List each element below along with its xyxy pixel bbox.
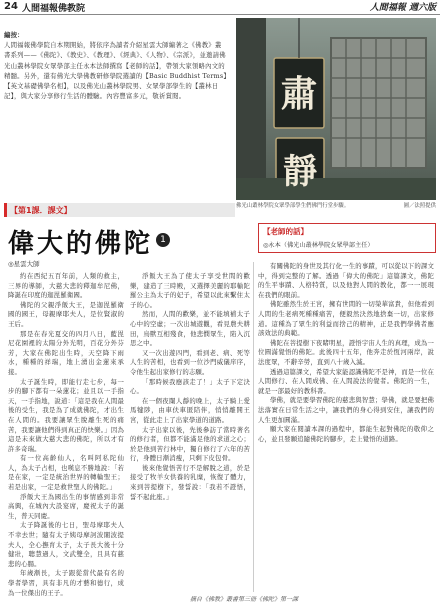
paragraph: 太子降誕後的七日，聖母摩耶夫人不幸去世；隨有太子姨母摩訶波闍波提夫人，全心撫育太子，太子長大後十分健壯，聰慧過人，文武雙全，且具有慈悲的心腸。	[8, 521, 124, 568]
editor-note-label: 編按：	[4, 31, 24, 39]
lesson-number-badge: 1	[156, 233, 170, 247]
lesson-tag: 【第1課．課文】	[10, 206, 72, 215]
paragraph: 然而，人間的歡樂，並不能填補太子心中的空虛；一次出城遊觀，看見農夫耕田，鳥獸互相殘食，他悲憫眾生，陷入沉思之中。	[130, 310, 250, 348]
paragraph: 淨飯大王為國出生的事情感到非常高興，在城內大設宴席，慶祝太子的誕生，普天同慶。	[8, 492, 124, 520]
editor-note-text: 人間福報佛學院自本期開始，將依序為讀者介紹星雲大師編著之《佛教》叢書系列——《佛陀》、《教史》、《教理》、《經典》、《人物》、《宗派》，並邀請佛光山叢林學院女眾學部主任永本法師撰寫【老師的話】，帶領大家領略內文的精髓。另外，還有佛光大學佛教研修學院選讀的【Basic Buddhist Terms】【英文基礎佛學名相】，以及佛光山叢林學院男、女眾學部學生的【叢林日記】，與大家分享修行生活的體驗。內容豐富多元，敬祈賞閱。	[4, 41, 227, 101]
photo-caption	[236, 201, 436, 209]
lesson-author: ◎星雲大師	[8, 260, 40, 268]
section-name: 人間福報佛教院	[22, 4, 86, 14]
paragraph: 願大家在閱讀本課的過程中，都能生起對佛陀的敬仰之心，並且發願追隨佛陀的腳步，走上覺悟的道路。	[258, 425, 434, 443]
teacher-note-author: ◎永本（佛光山叢林學院女眾學部主任）	[263, 242, 374, 249]
photo-caption-text: 佛光山叢林學院女眾學部學生們佛門行堂步驟。	[236, 203, 350, 209]
paragraph: 那是在春光夏交的四月八日，藍毘尼花園裡的太陽分外光明，百花分外芬芳，大家在佛陀出生時，天空降下雨水，種種的祥瑞，地上湧出金蓮來承接。	[8, 329, 124, 376]
paragraph: 在一個夜闌人靜的晚上，太子騎上愛馬犍陟，由車伕車匿陪伴，悄悄離開王宮，從此走上了出家學道的道路。	[130, 396, 250, 424]
photo-credit: 圖／法照提供	[403, 203, 436, 209]
paragraph: 太子出家以後，先後參訪了當時著名的修行者，但都不能滿足他的求道之心；於是他到苦行林中，獨自修行了六年的苦行，身體日漸消瘦，只剩下皮包骨。	[130, 425, 250, 463]
sign-character-bottom: 靜	[283, 152, 317, 192]
teacher-note-tag: 【老師的話】	[263, 227, 308, 236]
body-column-1	[8, 272, 124, 597]
paragraph: 年歲漸長，太子跟從當代最有名的學者學習，具有非凡的才藝和德行，成為一位傑出的王子。	[8, 569, 124, 597]
paragraph: 約在西紀五百年前，人類的救主，三界的導師，大慈大悲的釋迦牟尼佛，降誕在印度的迦毘羅衛國。	[8, 272, 124, 300]
teacher-note-body	[258, 262, 434, 592]
paragraph: 佛陀的父親淨飯大王，是迦毘羅衛國的國王，母親摩耶夫人，是位賢淑的王后。	[8, 300, 124, 328]
masthead-logo: 人間福報 週六版	[369, 3, 436, 13]
paragraph: 又一次出遊四門，看到老、病、死等人生的苦相，也看到一位沙門威儀庠序，令他生起出家修行的志願。	[130, 348, 250, 376]
page-number: 24	[4, 1, 18, 12]
paragraph: 佛陀在菩提樹下夜睹明星，證悟宇宙人生的真理，成為一位圓滿覺悟的佛陀。此後四十五年，他奔走於恆河兩岸，說法度眾，不辭辛勞，直到八十歲入滅。	[258, 338, 434, 366]
paragraph: 「那時候我應該走了！」太子下定決心。	[130, 377, 250, 396]
editor-note	[4, 30, 228, 101]
body-column-2	[130, 272, 250, 587]
paragraph: 佛陀雖然生於王宮，擁有世間的一切榮華富貴，但他看到人間的生老病死種種痛苦，便毅然決然地捨棄一切，出家修道。這種為了眾生的利益而捨己的精神，正是我們學佛者應該效法的典範。	[258, 300, 434, 338]
lesson-title: 偉大的佛陀	[8, 229, 154, 259]
source-note: 摘自《佛教》叢書第三冊《佛陀》第一課	[190, 596, 299, 603]
temple-photo	[236, 18, 436, 200]
paragraph: 後來他覺悟苦行不是解脫之道，於是接受了牧羊女供養的乳糜，恢復了體力，來到菩提樹下，發誓說：「我若不證悟，誓不起此座。」	[130, 463, 250, 501]
paragraph: 有關佛陀的身世及其行化一生的事蹟，可以從以下的課文中，得到完整的了解。透過「偉大的佛陀」這篇課文，佛陀的生平事蹟、人格特質，以及他對人間的教化，都一一展現在我們的眼前。	[258, 262, 434, 299]
paragraph: 淨飯大王為了使太子享受世間的歡樂，建造了三時殿，又選擇美麗的耶輸陀羅公主為太子的妃子，希望以此來繫住太子的心。	[130, 272, 250, 309]
column-divider	[253, 262, 254, 592]
paragraph: 有一位高齡仙人，名叫阿私陀仙人，為太子占相，也嘆息不勝地說：「若是在家，一定是統治世界的轉輪聖王；若是出家，一定是救世聖人的佛陀。」	[8, 454, 124, 492]
sign-character-top: 肅	[280, 73, 317, 115]
paragraph: 透過這篇課文，希望大家能認識佛陀不是神，而是一位在人間修行、在人間成佛、在人間說法的覺者。佛陀的一生，就是一部最好的教科書。	[258, 367, 434, 395]
paragraph: 太子誕生時，即能行走七步，每一步的腳下都有一朵蓮花；並且以一手指天，一手指地，說道：「這是我在人間最後的受生，我是為了成就佛陀，才出生在人間的。我要讓眾生脫離生死的痛苦，我要讓他們得到真正的快樂。」因為這是未來做大慈大悲的佛陀，所以才有許多奇瑞。	[8, 377, 124, 453]
temple-photo-illustration	[236, 18, 436, 200]
paragraph: 學佛，就是要學習佛陀的慈悲與智慧；學佛，就是要把佛法落實在日常生活之中，讓我們的身心得到安住，讓我們的人生更加圓滿。	[258, 396, 434, 424]
